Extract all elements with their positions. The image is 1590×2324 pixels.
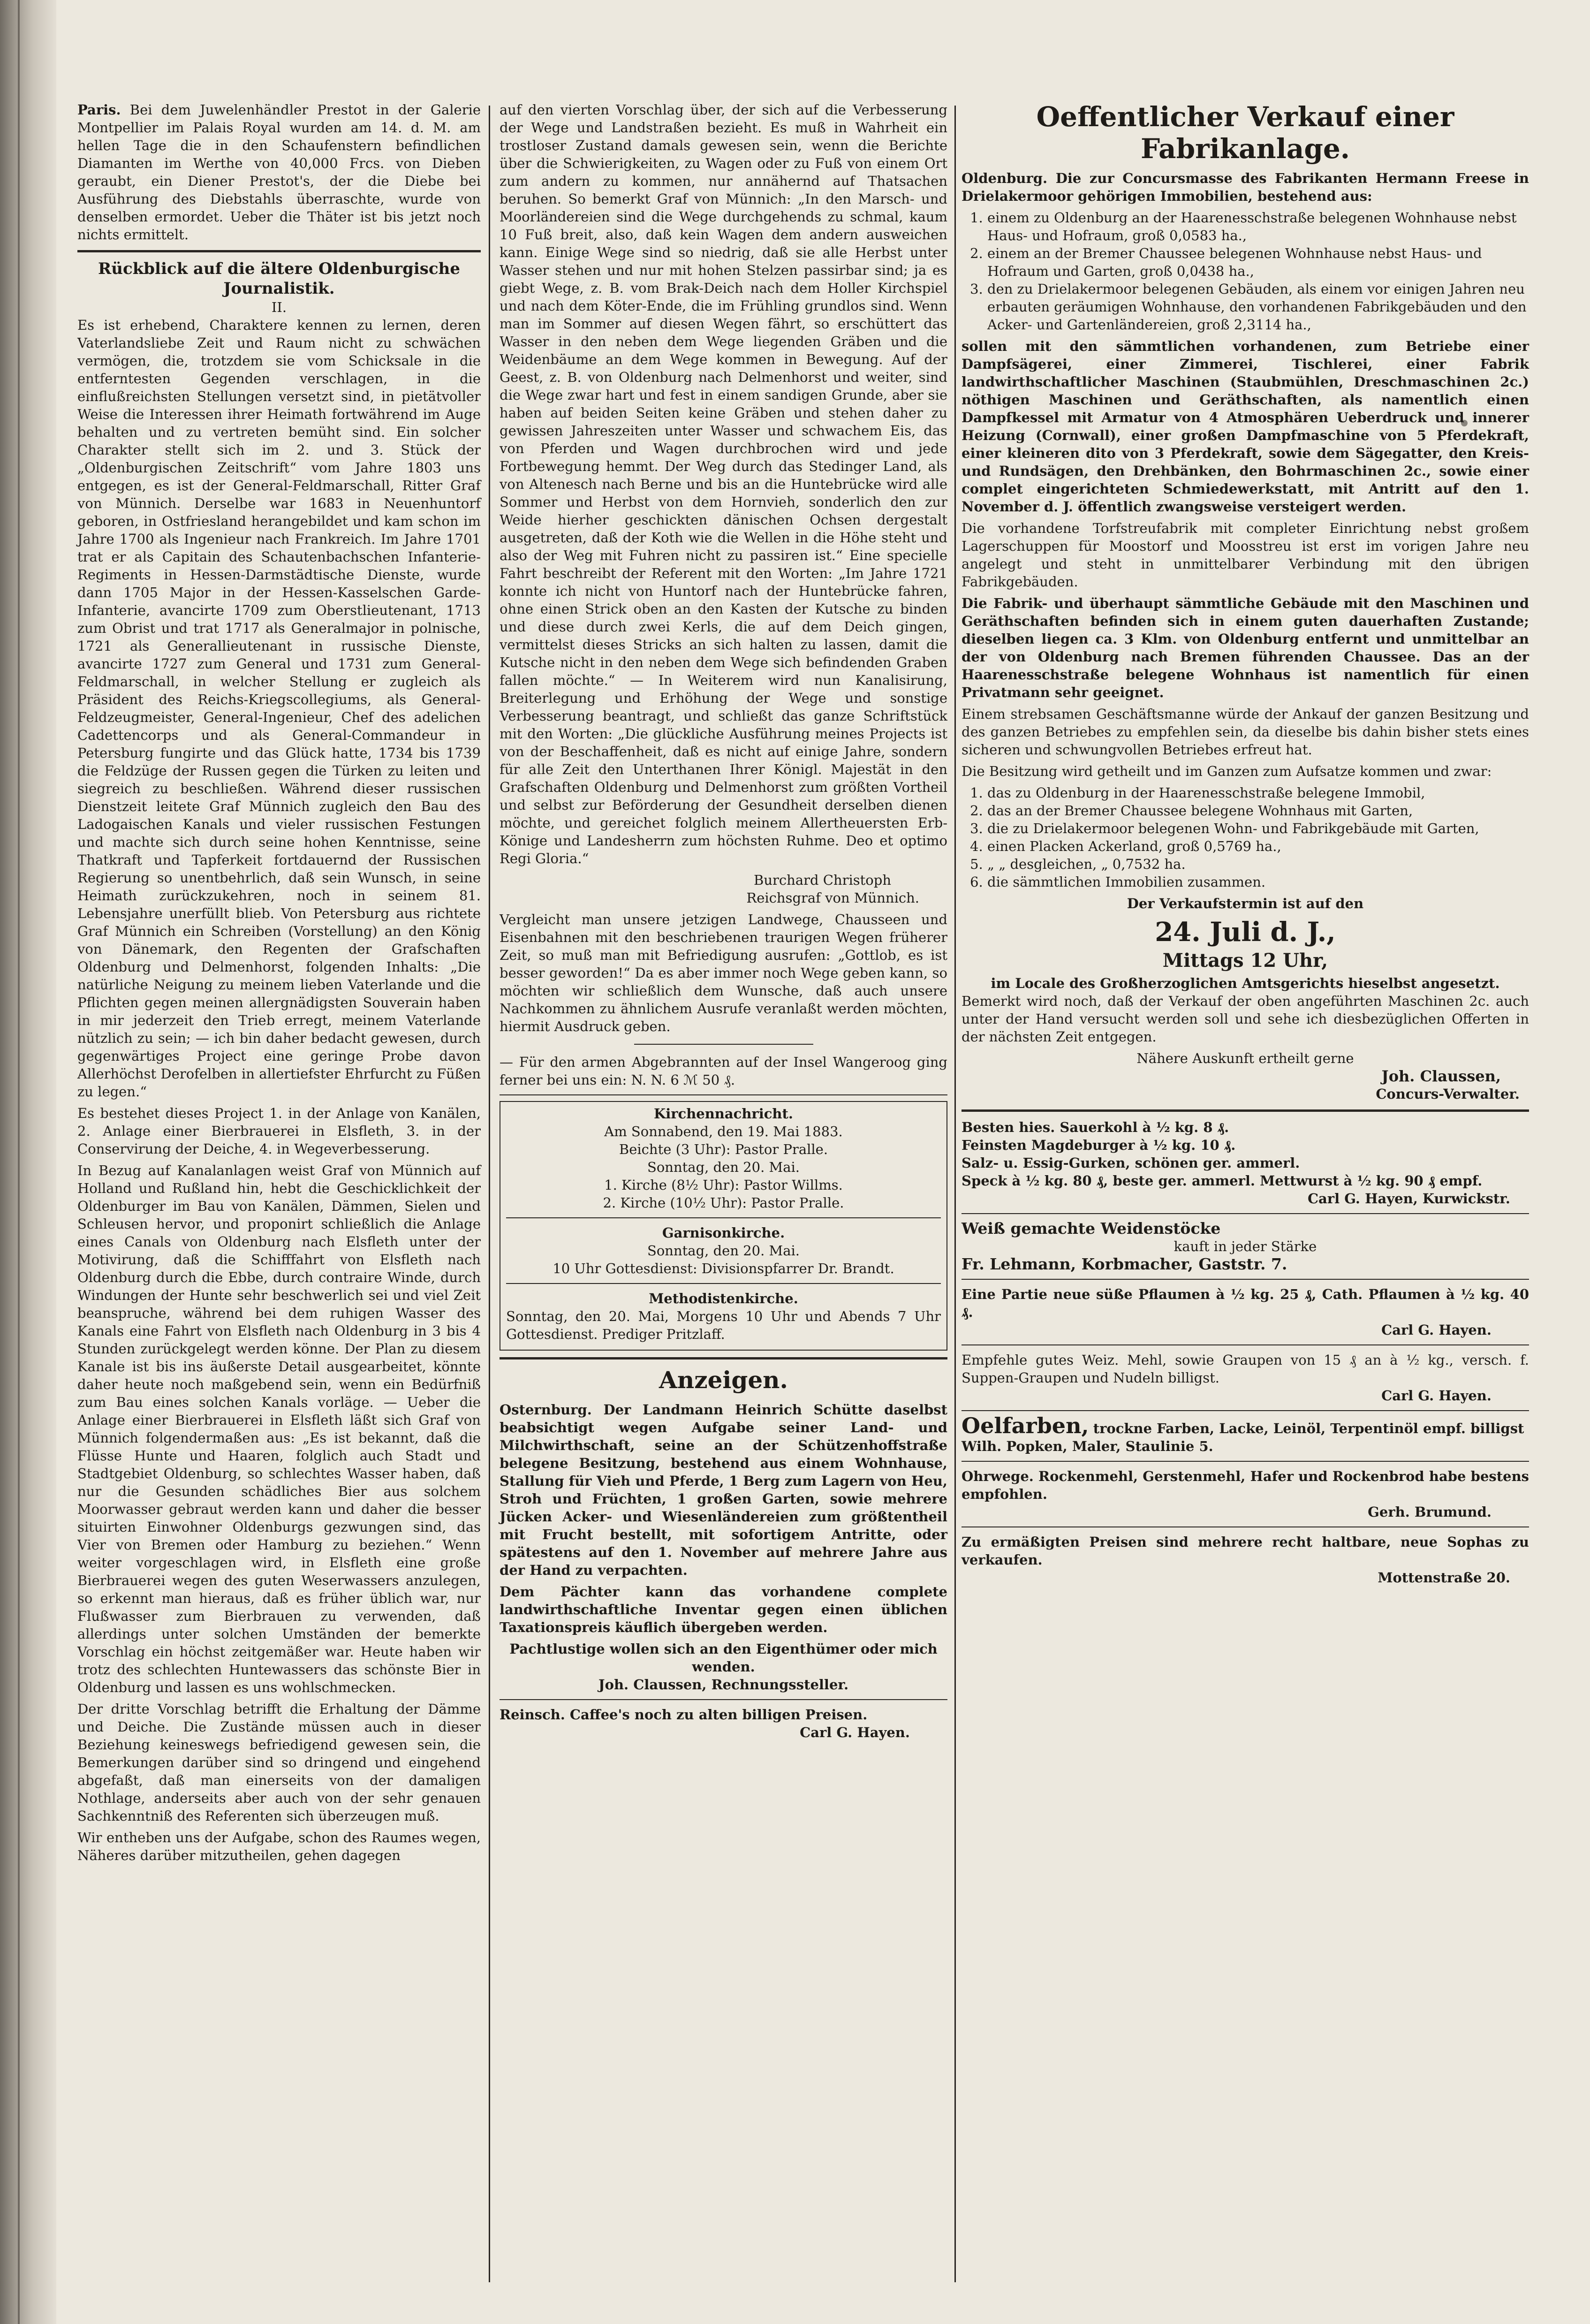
list-item: 2. einem an der Bremer Chaussee belegenen Wohnhause nebst Haus- und Hofraum und Garten, groß 0,0438 ha.,: [987, 244, 1529, 280]
ad-signature: Wilh. Popken, Maler, Staulinie 5.: [962, 1438, 1213, 1454]
auction-signature: Joh. Claussen,: [1381, 1067, 1501, 1085]
auction-paragraph: Die vorhandene Torfstreufabrik mit completer Einrichtung nebst großem Lagerschuppen für Moostorf und Moosstreu ist erst im vorigen Jahre neu angelegt und steht in unmittelbarer Verbindung mit den übrigen Fabrikgebäuden.: [962, 520, 1529, 590]
divider: [634, 1044, 813, 1045]
auction-title: Oeffentlicher Verkauf einer Fabrikanlage.: [1036, 101, 1454, 165]
article-paragraph: In Bezug auf Kanalanlagen weist Graf von Münnich auf Holland und Rußland hin, hebt die Geschicklichkeit der Oldenburger im Bau von Kanälen, Dämmen, Sielen und Schleusen hervor, und proponirt schließlich die Anlage eines Canals von Oldenburg nach Elsfleth unter der Motivirung, daß die Schifffahrt von Elsfleth nach Oldenburg durch die Ebbe, durch contraire Winde, durch Windungen der Hunte sehr beschwerlich sei und viel Zeit beanspruche, während bei dem ruhigen Wasser des Kanals eine Fahrt von Elsfleth nach Oldenburg in 3 bis 4 Stunden zurückgelegt werden könne. Der Plan zu diesem Kanale ist bis ins äußerste Detail ausgearbeitet, könnte daher heute noch maßgebend sein, wenn ein Bedürfniß zum Bau eines solchen Kanals vorläge. — Ueber die Anlage einer Bierbrauerei in Elsfleth läßt sich Graf von Münnich folgendermaßen aus: „Es ist bekannt, daß die Flüsse Hunte und Haaren, folglich auch Stadt und Stadtgebiet Oldenburg, so schlechtes Wasser haben, daß nur die Gesunden schädliches Bier aus solchem Moorwasser gebraut werden kann und daher die besser situirten Einwohner Oldenburgs gezwungen sind, das Vier von Bremen oder Hamburg zu beziehen.“ Wenn weiter vorgeschlagen wird, in Elsfleth eine große Bierbrauerei wegen des guten Weserwassers anzulegen, so erkennt man hieraus, daß es früher üblich war, nur Flußwasser zum Bierbrauen zu verwenden, daß allerdings unter solchen Umständen der bemerkte Vorschlag ein höchst zeitgemäßer war. Heute haben wir trotz des schlechten Huntewassers das schönste Bier in Oldenburg und lassen es uns wohlschmecken.: [77, 1162, 481, 1695]
church-heading: Methodistenkirche.: [649, 1291, 798, 1306]
ad-text: Osternburg. Der Landmann Heinrich Schütte daselbst beabsichtigt wegen Aufgabe seiner Land- und Milchwirthschaft, seine an der Schützenhoffstraße belegene Besitzung, bestehend aus einem Wohnhause, Stallung für Vieh und Pferde, 1 Berg zum Lagern von Heu, Stroh und Früchten, 1 großen Garten, sowie mehrere Jücken Acker- und Wiesenländereien zum größtentheil mit Frucht bestellt, mit sofortigem Antritte, oder spätestens auf den 1. November auf mehrere Jahre aus der Hand zu verpachten.: [500, 1402, 947, 1578]
article-paragraph: Wir entheben uns der Aufgabe, schon des Raumes wegen, Näheres darüber mitzutheilen, gehen dagegen: [77, 1830, 481, 1863]
divider: [506, 1283, 941, 1284]
ad-big-word: Oelfarben,: [962, 1413, 1089, 1438]
church-line: Sonntag, den 20. Mai.: [647, 1159, 800, 1175]
divider: [962, 1213, 1529, 1214]
ad-signature: Joh. Claussen, Rechnungssteller.: [598, 1677, 849, 1693]
auction-body: Die Fabrik- und überhaupt sämmtliche Gebäude mit den Maschinen und Geräthschaften befinden sich in einem guten dauerhaften Zustande; dieselben liegen ca. 3 Klm. von Oldenburg entfernt und unmittelbar an der von Oldenburg nach Bremen führenden Chaussee. Das an der Haarenesschstraße belegene Wohnhaus ist namentlich für einen Privatmann sehr geeignet.: [962, 595, 1529, 700]
column-3: [962, 101, 1529, 1587]
divider: [77, 250, 481, 252]
column-2: [500, 101, 947, 1741]
list-item: 1. das zu Oldenburg in der Haarenesschstraße belegene Immobil,: [987, 784, 1529, 802]
ad-line: Zu ermäßigten Preisen sind mehrere recht haltbare, neue Sophas zu verkaufen.: [962, 1534, 1529, 1568]
divider: [506, 1217, 941, 1218]
ad-line: Feinsten Magdeburger à ½ kg. 10 ₰.: [962, 1137, 1236, 1153]
list-item: 1. einem zu Oldenburg an der Haarenesschstraße belegenen Wohnhause nebst Haus- und Hofraum, groß 0,0583 ha.,: [987, 209, 1529, 244]
ad-signature: Carl G. Hayen.: [1381, 1322, 1492, 1338]
paris-article: [77, 101, 481, 243]
auction-time: Mittags 12 Uhr,: [1162, 949, 1328, 972]
article-title: Rückblick auf die ältere Oldenburgische Journalistik.: [98, 259, 460, 298]
church-line: 10 Uhr Gottesdienst: Divisionspfarrer Dr. Brandt.: [553, 1261, 894, 1276]
divider: [962, 1410, 1529, 1411]
ads-heading: Anzeigen.: [659, 1366, 788, 1394]
page-binding: [0, 0, 56, 2324]
church-heading: Garnisonkirche.: [662, 1225, 785, 1241]
divider: [962, 1279, 1529, 1280]
article-paragraph: auf den vierten Vorschlag über, der sich auf die Verbesserung der Wege und Landstraßen bezieht. Es muß in Wahrheit ein trostloser Zustand damals gewesen sein, wenn die Berichte über die Schwierigkeiten, zu Wagen oder zu Fuß von einem Ort zum andern zu kommen, nur annähernd auf Thatsachen beruhen. So bemerkt Graf von Münnich: „In den Marsch- und Moorländereien sind die Wege durchgehends zu schmal, kaum 10 Fuß breit, also, daß kein Wagen dem andern ausweichen kann. Einige Wege sind so niedrig, daß sie alle Herbst unter Wasser stehen und nur mit hohen Stelzen passirbar sind; ja es giebt Wege, z. B. vom Brak-Deich nach dem Holler Kirchspiel und nach dem Köter-Ende, die im Frühling grundlos sind. Wenn man im Sommer auf diesen Wegen fährt, so erschüttert das Wasser in den neben dem Wege liegenden Gräben und die Weidenbäume an dem Wege kommen in Bewegung. Auf der Geest, z. B. von Oldenburg nach Delmenhorst und weiter, sind die Wege zwar hart und fest in einem sandigen Grunde, aber sie haben auf beiden Seiten keine Gräben und stehen daher zu gewissen Jahreszeiten unter Wasser und schwachem Eis, das von Pferden und Wagen durchbrochen wird und jede Fortbewegung hemmt. Der Weg durch das Stedinger Land, als von Altenesch nach Berne und bis an die Huntebrücke wird alle Sommer und Herbst von dem Hornvieh, sonderlich den zur Weide hierher geschickten dänischen Ochsen dergestalt ausgetreten, daß der Koth wie die Wellen in die Höhe steht und also der Weg mit Fuhren nicht zu passiren ist.“ Eine specielle Fahrt beschreibt der Referent mit den Worten: „Im Jahre 1721 konnte ich nicht von Huntorf nach der Huntebrücke fahren, ohne einen Strick oben an den Kasten der Kutsche zu binden und diese durch zwei Kerls, die auf dem Deich gingen, vermittelst dieses Stricks an sich halten zu lassen, damit die Kutsche nicht in den neben dem Wege sich befindenden Graben fallen möchte.“ — In Weiterem wird nun Kanalisirung, Breiterlegung und Erhöhung der Wege und sonstige Verbesserung beantragt, und schließt das ganze Schriftstück mit den Worten: „Die glückliche Ausführung meines Projects ist von der Beschaffenheit, daß es nicht auf einige Jahre, sondern für alle Zeit den Unterthanen Ihrer Königl. Majestät in den Grafschaften Oldenburg und Delmenhorst zum größten Vortheil und selbst zur Beförderung der Gesundheit derselben dienen möchte, und gereichet folglich meinem Allertheuersten Erb-Könige und Landesherrn zum höchsten Ruhme. Deo et optimo Regi Gloria.“: [500, 102, 947, 866]
church-notice-box: [500, 1101, 947, 1351]
divider: [500, 1699, 947, 1700]
ad-signature: Carl G. Hayen.: [1381, 1388, 1492, 1404]
article-part-numeral: II.: [271, 299, 287, 315]
ad-line: Besten hies. Sauerkohl à ½ kg. 8 ₰.: [962, 1119, 1229, 1135]
divider: [962, 1109, 1529, 1112]
list-item: 2. das an der Bremer Chaussee belegene Wohnhaus mit Garten,: [987, 802, 1529, 820]
church-line: Sonntag, den 20. Mai.: [647, 1243, 800, 1259]
ad-signature: Fr. Lehmann, Korbmacher, Gaststr. 7.: [962, 1255, 1287, 1273]
ad-line: Speck à ½ kg. 80 ₰, beste ger. ammerl. Mettwurst à ½ kg. 90 ₰ empf.: [962, 1173, 1483, 1189]
column-rule-2: [954, 106, 956, 2282]
church-line: 1. Kirche (8½ Uhr): Pastor Willms.: [604, 1177, 843, 1193]
ad-signature: Carl G. Hayen, Kurwickstr.: [1307, 1191, 1510, 1207]
auction-paragraph: Bemerkt wird noch, daß der Verkauf der oben angeführten Maschinen 2c. auch unter der Hand versucht werden soll und sehe ich diesbezüglichen Offerten in der nächsten Zeit entgegen.: [962, 993, 1529, 1045]
article-paragraph: Vergleicht man unsere jetzigen Landwege, Chausseen und Eisenbahnen mit den beschriebenen traurigen Wegen früherer Zeit, so muß man mit Befriedigung ausrufen: „Gottlob, es ist besser geworden!“ Da es aber immer noch Wege geben kann, so möchten wir schließlich dem Wunsche, daß auch unsere Nachkommen zu ähnlichem Ausrufe veranlaßt werden möchten, hiermit Ausdruck geben.: [500, 911, 947, 1034]
auction-body: sollen mit den sämmtlichen vorhandenen, zum Betriebe einer Dampfsägerei, einer Zimmerei, Tischlerei, einer Fabrik landwirthschaftlicher Maschinen (Staubmühlen, Dreschmaschinen 2c.) nöthigen Maschinen und Geräthschaften, als namentlich einen Dampfkessel mit Armatur von 4 Atmosphären Ueberdruck und innerer Heizung (Cornwall), einer großen Dampfmaschine von 5 Pferdekraft, einer kleineren dito von 3 Pferdekraft, sowie dem Sägegatter, den Kreis- und Rundsägen, den Drehbänken, den Bohrmaschinen 2c., sowie einer complet eingerichteten Schmiedewerkstatt, mit Antritt auf den 1. November d. J. öffentlich zwangsweise versteigert werden.: [962, 338, 1529, 515]
article-paragraph: Es bestehet dieses Project 1. in der Anlage von Kanälen, 2. Anlage einer Bierbrauerei in Elsfleth, 3. in der Conservirung der Deiche, 4. in Wegeverbesserung.: [77, 1105, 481, 1157]
divider: [962, 1461, 1529, 1462]
church-line: Sonntag, den 20. Mai, Morgens 10 Uhr und Abends 7 Uhr Gottesdienst. Prediger Pritzlaff.: [506, 1308, 941, 1342]
church-line: Beichte (3 Uhr): Pastor Pralle.: [619, 1141, 828, 1157]
ad-line: Eine Partie neue süße Pflaumen à ½ kg. 25 ₰, Cath. Pflaumen à ½ kg. 40 ₰.: [962, 1286, 1529, 1320]
ad-text: Reinsch. Caffee's noch zu alten billigen Preisen.: [500, 1707, 868, 1723]
list-item: 4. einen Placken Ackerland, groß 0,5769 ha.,: [987, 837, 1529, 855]
ad-line: trockne Farben, Lacke, Leinöl, Terpentinöl empf. billigst: [1093, 1420, 1524, 1436]
auction-signature-title: Concurs-Verwalter.: [1376, 1086, 1520, 1102]
ad-line: Empfehle gutes Weiz. Mehl, sowie Graupen von 15 ₰ an à ½ kg., versch. f. Suppen-Graupen und Nudeln billigst.: [962, 1352, 1529, 1386]
divider: [500, 1357, 947, 1359]
auction-paragraph: Einem strebsamen Geschäftsmanne würde der Ankauf der ganzen Besitzung und des ganzen Betriebes zu empfehlen sein, da dieselbe bis dahin bisher stets eines sicheren und schwungvollen Betriebes erfreut hat.: [962, 706, 1529, 758]
list-item: 6. die sämmtlichen Immobilien zusammen.: [987, 873, 1529, 891]
church-line: 2. Kirche (10½ Uhr): Pastor Pralle.: [603, 1195, 844, 1211]
donation-notice: — Für den armen Abgebrannten auf der Insel Wangeroog ging ferner bei uns ein: N. N. 6 ℳ 50 ₰.: [500, 1054, 947, 1088]
church-heading: Kirchennachricht.: [654, 1106, 793, 1122]
signature-line: Burchard Christoph: [754, 872, 891, 888]
ad-line: kauft in jeder Stärke: [1174, 1238, 1317, 1254]
lot-list: [962, 784, 1529, 891]
article-paragraph: Der dritte Vorschlag betrifft die Erhaltung der Dämme und Deiche. Die Zustände müssen auch in dieser Beziehung keineswegs befriedigend gewesen sein, die Bemerkungen darüber sind so dringend und eingehend abgefaßt, daß man einerseits von der damaligen Nothlage, anderseits aber auch von der sehr genauen Sachkenntniß des Referenten sich überzeugen muß.: [77, 1701, 481, 1824]
auction-paragraph: Nähere Auskunft ertheilt gerne: [1136, 1050, 1354, 1066]
property-list: [962, 209, 1529, 334]
binding-edge: [18, 0, 20, 2324]
ad-line: Ohrwege. Rockenmehl, Gerstenmehl, Hafer und Rockenbrod habe bestens empfohlen.: [962, 1468, 1529, 1502]
auction-intro: Oldenburg. Die zur Concursmasse des Fabrikanten Hermann Freese in Drielakermoor gehörigen Immobilien, bestehend aus:: [962, 170, 1529, 204]
ad-signature: Carl G. Hayen.: [800, 1724, 910, 1740]
article-paragraph: Es ist erhebend, Charaktere kennen zu lernen, deren Vaterlandsliebe Zeit und Raum nicht zu schwächen vermögen, die, trotzdem sie vom Schicksale in die entferntesten Gegenden verschlagen, in die einflußreichsten Stellungen versetzt sind, in pietätvoller Weise die Interessen ihrer Heimath fortwährend im Auge behalten und zu vertreten bemüht sind. Ein solcher Charakter stellt sich im 2. und 3. Stück der „Oldenburgischen Zeitschrift“ vom Jahre 1803 uns entgegen, es ist der General-Feldmarschall, Ritter Graf von Münnich. Derselbe war 1683 in Neuenhuntorf geboren, in Ostfriesland herangebildet und kam schon im Jahre 1700 als Ingenieur nach Frankreich. Im Jahre 1701 trat er als Capitain des Schautenbachschen Infanterie-Regiments in Hessen-Darmstädtische Dienste, wurde dann 1705 Major in der Hessen-Kasselschen Garde-Infanterie, avancirte 1709 zum Oberstlieutenant, 1713 zum Obrist und trat 1717 als Generalmajor in polnische, 1721 als Generallieutenant in russische Dienste, avancirte 1727 zum General und 1731 zum General-Feldmarschall, in welcher Stellung er zugleich als Präsident des Reichs-Kriegscollegiums, als General-Feldzeugmeister, General-Ingenieur, Chef des adelichen Cadettencorps und als General-Commandeur in Petersburg fungirte und das Glück hatte, 1734 bis 1739 die Feldzüge der Russen gegen die Türken zu leiten und siegreich zu beschließen. Während dieser russischen Dienstzeit leitete Graf Münnich zugleich den Bau des Ladogaischen Kanals und vieler russischen Festungen und machte sich durch seine hohen Kenntnisse, seine Thatkraft und Tapferkeit fortdauernd der Russischen Regierung so unentbehrlich, daß sein Wunsch, in seine Heimath zurückzukehren, noch in seinem 81. Lebensjahre unerfüllt blieb. Von Petersburg aus richtete Graf Münnich ein Schreiben (Vorstellung) an den König von Dänemark, den Regenten der Grafschaften Oldenburg und Delmenhorst, folgenden Inhalts: „Die natürliche Neigung zu meinem lieben Vaterlande und die Pflichten gegen meinen allergnädigsten Souverain haben in mir jederzeit den Trieb erregt, meinem Vaterlande nützlich zu sein; — ich bin daher bedacht gewesen, durch gegenwärtiges Project eine geringe Probe davon Allerhöchst Derofelben in allertiefster Ehrfurcht zu Füßen zu legen.“: [77, 317, 481, 1100]
auction-date-intro: Der Verkaufstermin ist auf den: [1127, 896, 1364, 911]
column-rule-1: [489, 106, 490, 2282]
ad-signature: Gerh. Brumund.: [1368, 1504, 1492, 1520]
church-line: Am Sonnabend, den 19. Mai 1883.: [604, 1124, 843, 1139]
ad-line: Salz- u. Essig-Gurken, schönen ger. ammerl.: [962, 1155, 1300, 1171]
column-1: [77, 101, 481, 1868]
auction-location: im Locale des Großherzoglichen Amtsgerichts hieselbst angesetzt.: [991, 975, 1500, 991]
list-item: 3. die zu Drielakermoor belegenen Wohn- und Fabrikgebäude mit Garten,: [987, 820, 1529, 837]
ad-headline: Weiß gemachte Weidenstöcke: [962, 1219, 1221, 1238]
auction-paragraph: Die Besitzung wird getheilt und im Ganzen zum Aufsatze kommen und zwar:: [962, 763, 1492, 779]
ad-signature: Mottenstraße 20.: [1378, 1570, 1510, 1586]
divider: [962, 1344, 1529, 1345]
ad-text: Dem Pächter kann das vorhandene complete landwirthschaftliche Inventar gegen einen üblichen Taxationspreis käuflich übergeben werden.: [500, 1584, 947, 1635]
signature-line: Reichsgraf von Münnich.: [746, 890, 919, 906]
list-item: 3. den zu Drielakermoor belegenen Gebäuden, als einem vor einigen Jahren neu erbauten geräumigen Wohnhause, den vorhandenen Fabrikgebäuden und den Acker- und Gartenländereien, groß 2,3114 ha.,: [987, 280, 1529, 334]
paris-text: Bei dem Juwelenhändler Prestot in der Galerie Montpellier im Palais Royal wurden am 14. d. M. am hellen Tage die in den Schaufenstern befindlichen Diamanten im Werthe von 40,000 Frcs. von Dieben geraubt, ein Diener Prestot's, der die Diebe bei Ausführung des Diebstahls überraschte, wurde von denselben ermordet. Ueber die Thäter ist bis jetzt noch nichts ermittelt.: [77, 102, 481, 243]
auction-date: 24. Juli d. J.,: [1155, 917, 1336, 948]
divider: [500, 1094, 947, 1095]
paris-lead: Paris.: [77, 102, 121, 118]
ad-text: Pachtlustige wollen sich an den Eigenthümer oder mich wenden.: [509, 1641, 938, 1675]
list-item: 5. „ „ desgleichen, „ 0,7532 ha.: [987, 855, 1529, 873]
